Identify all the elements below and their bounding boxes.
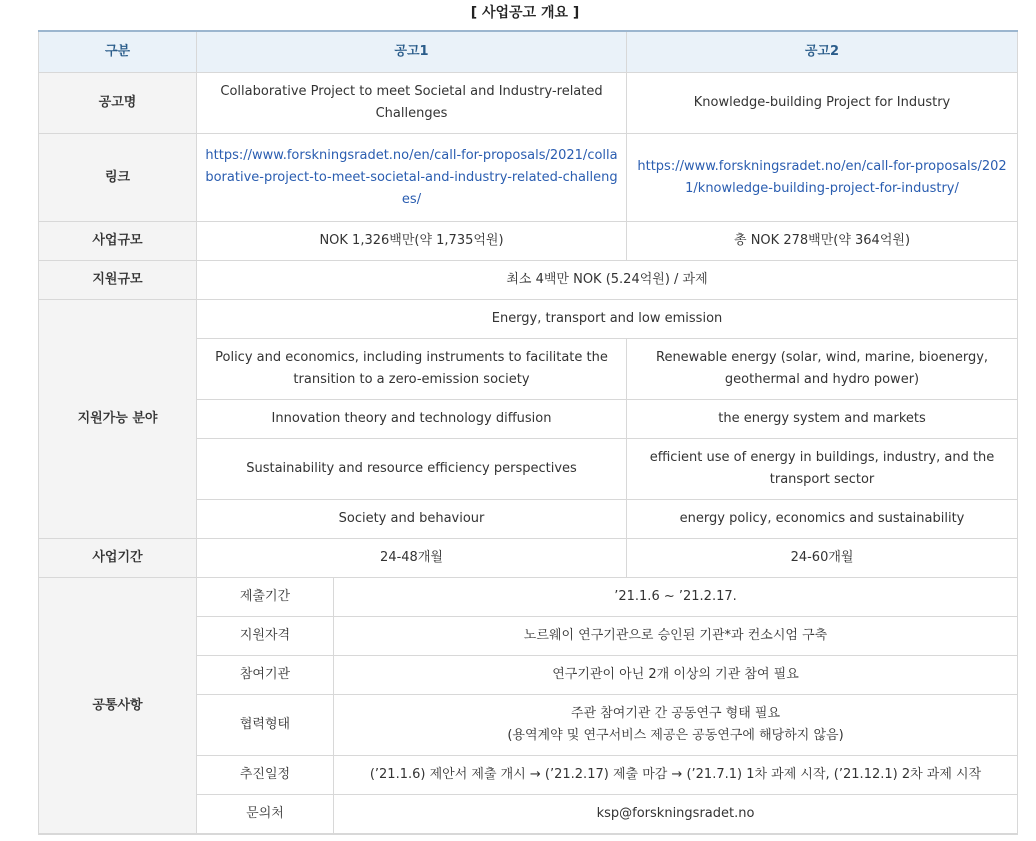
- period-cell-1: 24-48개월: [197, 539, 627, 578]
- common-value: [334, 695, 1018, 756]
- common-sub-label: 참여기관: [197, 656, 334, 695]
- fields-cell-4-1: Society and behaviour: [197, 500, 627, 539]
- fields-common-cell: Energy, transport and low emission: [197, 300, 1018, 339]
- common-value: (’21.1.6) 제안서 제출 개시 → (’21.2.17) 제출 마감 → (’21.7.1) 1차 과제 시작, (’21.12.1) 2차 과제 시작: [334, 756, 1018, 795]
- header-announcement-1: 공고1: [197, 31, 627, 73]
- row-label-support: 지원규모: [39, 261, 197, 300]
- common-value: 연구기관이 아닌 2개 이상의 기관 참여 필요: [334, 656, 1018, 695]
- fields-cell-4-2: energy policy, economics and sustainability: [627, 500, 1018, 539]
- link-announcement-1[interactable]: https://www.forskningsradet.no/en/call-for-proposals/2021/collaborative-project-to-meet-societal-and-industry-related-challenges/: [205, 147, 618, 207]
- common-value-line-1: 주관 참여기관 간 공동연구 형태 필요: [570, 706, 781, 721]
- name-cell-2: Knowledge-building Project for Industry: [627, 73, 1018, 134]
- header-announcement-2: 공고2: [627, 31, 1018, 73]
- fields-cell-3-2: efficient use of energy in buildings, industry, and the transport sector: [627, 439, 1018, 500]
- scale-cell-2: 총 NOK 278백만(약 364억원): [627, 222, 1018, 261]
- common-sub-label: 추진일정: [197, 756, 334, 795]
- fields-cell-1-2: Renewable energy (solar, wind, marine, bioenergy, geothermal and hydro power): [627, 339, 1018, 400]
- common-value: 노르웨이 연구기관으로 승인된 기관*과 컨소시엄 구축: [334, 617, 1018, 656]
- header-category: 구분: [39, 31, 197, 73]
- row-label-fields: 지원가능 분야: [39, 300, 197, 539]
- scale-cell-1: NOK 1,326백만(약 1,735억원): [197, 222, 627, 261]
- table-title: [ 사업공고 개요 ]: [470, 5, 580, 21]
- common-value-line-2: (용역계약 및 연구서비스 제공은 공동연구에 해당하지 않음): [507, 728, 844, 743]
- row-label-scale: 사업규모: [39, 222, 197, 261]
- row-label-link: 링크: [39, 134, 197, 222]
- fields-cell-2-1: Innovation theory and technology diffusion: [197, 400, 627, 439]
- common-sub-label: 지원자격: [197, 617, 334, 656]
- common-sub-label: 제출기간: [197, 578, 334, 617]
- common-value: ’21.1.6 ~ ’21.2.17.: [334, 578, 1018, 617]
- row-label-name: 공고명: [39, 73, 197, 134]
- period-cell-2: 24-60개월: [627, 539, 1018, 578]
- link-announcement-2[interactable]: https://www.forskningsradet.no/en/call-for-proposals/2021/knowledge-building-project-for-industry/: [637, 158, 1007, 196]
- fields-cell-1-1: Policy and economics, including instruments to facilitate the transition to a zero-emission society: [197, 339, 627, 400]
- name-cell-1: Collaborative Project to meet Societal and Industry-related Challenges: [197, 73, 627, 134]
- row-label-common: 공통사항: [39, 578, 197, 835]
- support-cell: 최소 4백만 NOK (5.24억원) / 과제: [197, 261, 1018, 300]
- row-label-period: 사업기간: [39, 539, 197, 578]
- fields-cell-3-1: Sustainability and resource efficiency perspectives: [197, 439, 627, 500]
- fields-cell-2-2: the energy system and markets: [627, 400, 1018, 439]
- announcement-summary-table: [38, 30, 1018, 835]
- common-sub-label: 문의처: [197, 795, 334, 835]
- contact-email: ksp@forskningsradet.no: [334, 795, 1018, 835]
- common-sub-label: 협력형태: [197, 695, 334, 756]
